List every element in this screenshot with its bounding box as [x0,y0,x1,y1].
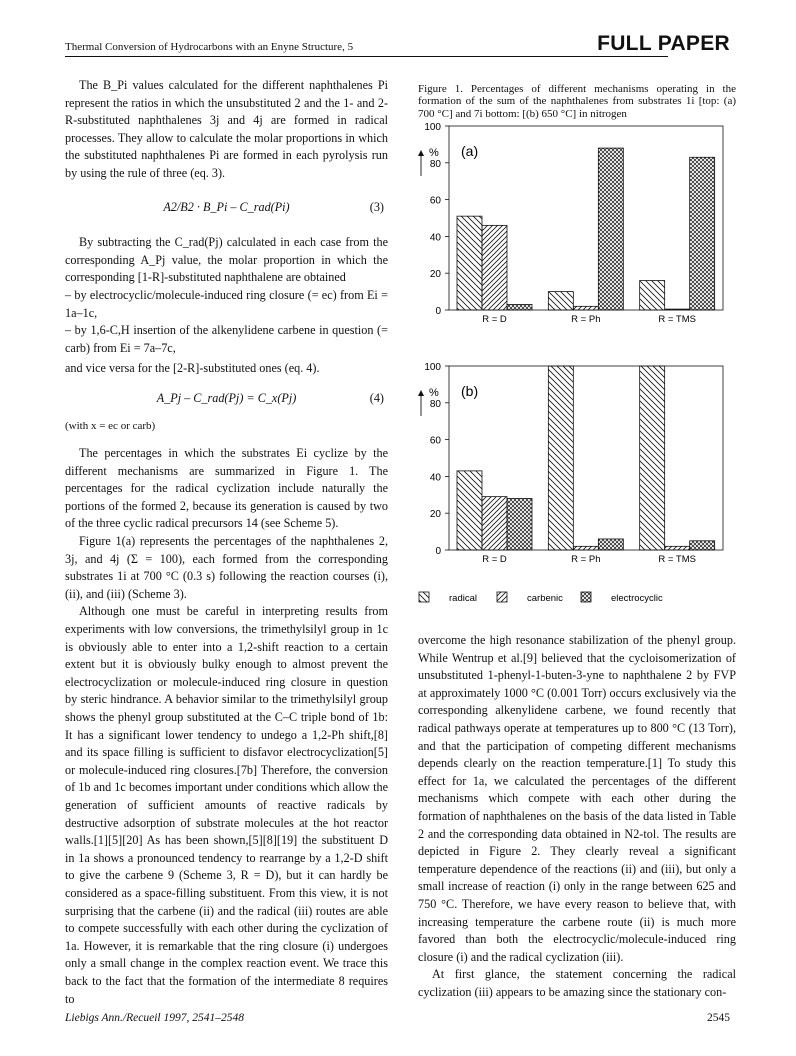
paragraph: The B_Pi values calculated for the different naphthalenes Pi represent the ratios in which the unsubstituted 2 and the 1- and 2-R-substituted naphthalenes 3j and 4j are formed in radical processes. They allow to calculate the molar proportions in which the substituted naphthalenes Pi are formed in each pyrolysis run by using the rule of three (eq. 3). [65,78,388,180]
x-tick-label: R = D [482,554,507,565]
bar-electrocyclic [690,541,715,550]
bar-electrocyclic [507,304,532,310]
y-tick-label: 100 [424,362,441,373]
y-axis-label: % [429,387,439,399]
y-tick-label: 20 [429,509,441,521]
legend-label: carbenic [527,593,563,604]
page-number: 2545 [707,1012,730,1024]
equation-note: (with x = ec or carb) [65,419,156,432]
bar-electrocyclic [598,539,623,550]
y-tick-label: 40 [429,232,441,244]
y-tick-label: 100 [424,122,441,133]
bar-radical [548,366,573,550]
bar-carbenic [665,546,690,550]
paragraph: and vice versa for the [2-R]-substituted ones (eq. 4). [65,361,320,376]
chart-panel-b [418,362,723,565]
x-tick-label: R = TMS [658,314,696,325]
equation-body: A2/B2 · B_Pi – C_rad(Pi) [163,199,290,214]
bar-carbenic [482,225,507,310]
bar-electrocyclic [507,498,532,550]
equation-number: (3) [369,199,384,214]
chart-legend [419,592,663,604]
paragraph: overcome the high resonance stabilization of the phenyl group. While Wentrup et al.[9] believed that the cycloisomerization of unsubstituted 1-phenyl-1-buten-3-yne to naphthalene 2 by FVP at approximately 1000 °C (0.001 Torr) occurs exclusively via the corresponding alkenylidene carbene, we found recently that radical pathways operate at temperatures up to 800 °C (13 Torr), and that the participation of competing different mechanisms depends clearly on the reaction temperature.[1] To study this effect for 1a, we calculated the percentages of the different mechanisms which compete with each other during the formation of naphthalenes on the basis of the data listed in Table 2 and the corresponding data obtained in N2-tol. The results are depicted in Figure 2. They clearly reveal a significant temperature dependence of the reactions (ii) and (iii), but only a small increase of reaction (i) only in the range between 625 and 750 °C. Therefore, we have every reason to believe that, with increasing temperature the carbene route (ii) is much more favored than both the electrocyclic/molecule-induced ring closure (i) and the radical cyclization (iii). [418,633,736,964]
x-tick-label: R = TMS [658,554,696,565]
y-arrow-head [418,390,424,396]
running-title: Thermal Conversion of Hydrocarbons with an Enyne Structure, 5 [65,41,354,53]
bar-carbenic [573,546,598,550]
legend-label: radical [449,593,477,604]
journal-citation: Liebigs Ann./Recueil 1997, 2541–2548 [65,1012,244,1024]
paragraph: By subtracting the C_rad(Pj) calculated in each case from the corresponding A_Pj value, the molar proportion in which the corresponding [1-R]-substituted naphthalene are obtained [65,235,388,285]
x-tick-label: R = Ph [571,554,601,565]
y-tick-label: 80 [429,158,441,170]
right-column [418,632,736,1001]
y-tick-label: 60 [429,195,441,207]
panel-label: (a) [461,143,479,159]
bar-radical [457,471,482,550]
bullet-item: – by 1,6-C,H insertion of the alkenylidene carbene in question (= carb) from Ei = 7a–7c, [65,323,388,355]
bar-carbenic [573,306,598,310]
paragraph: The percentages in which the substrates Ei cyclize by the different mechanisms are summarized in Figure 1. The percentages for the radical cyclization include naturally the portions of the formed 2, because its generation is caused by two of the three cyclic radical precursors 14 (see Scheme 5). [65,446,388,531]
equation-number: (4) [369,390,384,405]
y-tick-label: 80 [429,398,441,410]
header-rule [65,56,668,57]
bullet-item: – by electrocyclic/molecule-induced ring closure (= ec) from Ei = 1a–1c, [65,287,388,320]
figure-caption: Figure 1. Percentages of different mechanisms operating in the formation of the sum of the naphthalenes from substrates 1i [top: (a) 700 °C] and 7i bottom: [(b) 650 °C] in nitrogen [418,83,736,120]
x-tick-label: R = Ph [571,314,601,325]
bar-radical [457,216,482,310]
bar-carbenic [482,497,507,550]
left-column [65,77,388,1008]
bar-radical [640,366,665,550]
figure-1 [405,118,735,618]
y-axis-label: % [429,147,439,159]
chart-panel-a [418,122,723,325]
bar-radical [548,292,573,310]
bar-carbenic [665,309,690,310]
paragraph: Although one must be careful in interpreting results from experiments with low conversions, the trimethylsilyl group in 1c is obviously able to enter into a 1,2-shift reaction to a certain extent but it is obviously bulky enough to almost prevent the electrocyclization or molecule-induced ring closure in question by steric hindrance. A behavior similar to the trimethylsilyl group shows the phenyl group substituted at the C–C triple bond of 1b: It has a significant lower tendency to undego a 1,2-Ph shift,[8] and its space filling is sufficient to disfavor electrocyclization[5] or molecule-induced ring closures.[7b] Therefore, the conversion of 1b and 1c becomes important under conditions which allow the generation of sufficient amounts of reactive radicals by destructive adsorption of substrate molecules at the hot reactor walls.[1][5][20] As has been shown,[5][8][19] the substituent D in 1a shows a pronounced tendency to rearrange by a 1,2-D shift to give the carbene 9 (Scheme 3, R = D), but it can hardly be considered as a space-filling substituent. From this view, it is not surprising that the carbene (ii) and the radical (iii) routes are able to compete successfully with each other during the cyclization of 1a. However, it is remarkable that the ring closure (i) undergoes only a small change in the complex reaction event. We trace this back to the fact that the formation of the intermediate 8 requires to [65,604,388,1006]
bar-radical [640,281,665,310]
panel-label: (b) [461,383,479,399]
paragraph: At first glance, the statement concerning the radical cyclization (iii) appears to be amazing since the stationary con- [418,967,736,999]
equation-4 [65,390,388,408]
legend-swatch-carbenic [497,592,507,602]
y-tick-label: 0 [435,306,441,317]
paragraph: Figure 1(a) represents the percentages of the naphthalenes 2, 3j, and 4j (Σ = 100), each formed from the corresponding substrates 1i at 700 °C (0.3 s) following the reaction courses (i), (ii), and (iii) (Scheme 3). [65,534,388,601]
y-arrow-head [418,150,424,156]
legend-swatch-radical [419,592,429,602]
y-tick-label: 0 [435,546,441,557]
section-label: FULL PAPER [597,32,730,55]
legend-label: electrocyclic [611,593,663,604]
x-tick-label: R = D [482,314,507,325]
bar-electrocyclic [598,148,623,310]
y-tick-label: 20 [429,269,441,281]
bar-electrocyclic [690,157,715,310]
y-tick-label: 60 [429,435,441,447]
legend-swatch-electrocyclic [581,592,591,602]
y-tick-label: 40 [429,472,441,484]
equation-3 [65,199,388,217]
equation-body: A_Pj – C_rad(Pj) = C_x(Pj) [156,390,297,405]
